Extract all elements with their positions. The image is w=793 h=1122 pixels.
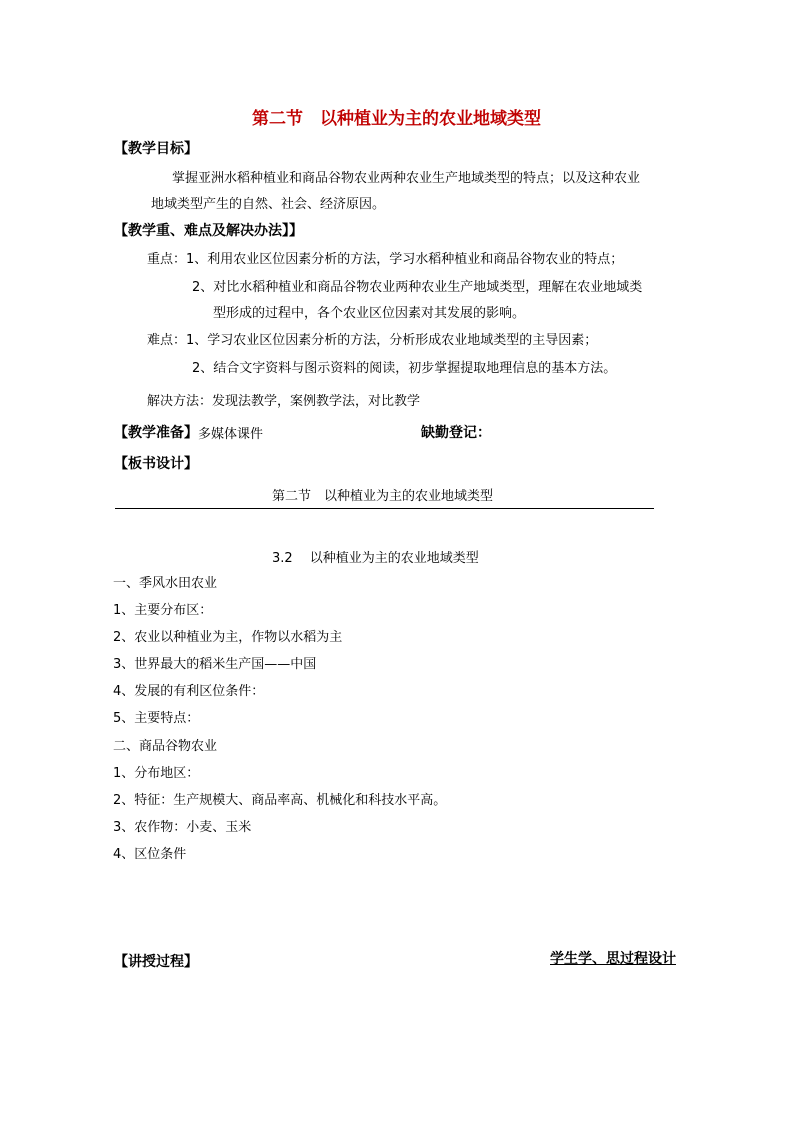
- outline-item: 1、主要分布区：: [113, 603, 213, 618]
- difficulty-2: 2、结合文字资料与图示资料的阅读，初步掌握提取地理信息的基本方法。: [192, 361, 617, 376]
- page-title: 第二节 以种植业为主的农业地域类型: [252, 109, 541, 129]
- key-point-2-line-1: 2、对比水稻种植业和商品谷物农业两种农业生产地域类型，理解在农业地域类: [192, 280, 643, 295]
- outline-item: 5、主要特点：: [113, 711, 200, 726]
- key-points-heading: 【教学重、难点及解决办法】】: [114, 223, 303, 239]
- difficulty-1: 难点：1、学习农业区位因素分析的方法，分析形成农业地域类型的主导因素；: [147, 333, 598, 348]
- methods-text: 解决方法：发现法教学，案例教学法，对比教学: [147, 394, 421, 409]
- objectives-line-2: 地域类型产生的自然、社会、经济原因。: [151, 197, 386, 212]
- outline-item: 4、区位条件: [113, 847, 187, 862]
- key-point-1: 重点：1、利用农业区位因素分析的方法，学习水稻种植业和商品谷物农业的特点；: [147, 252, 624, 267]
- outline-item: 一、季风水田农业: [113, 576, 218, 591]
- preparation-value: 多媒体课件: [198, 427, 264, 442]
- outline-item: 二、商品谷物农业: [113, 739, 218, 754]
- outline-section-title: 3.2 以种植业为主的农业地域类型: [272, 551, 479, 566]
- outline-item: 2、特征：生产规模大、商品率高、机械化和科技水平高。: [113, 793, 447, 808]
- outline-item: 1、分布地区：: [113, 766, 200, 781]
- outline-item: 3、农作物：小麦、玉米: [113, 820, 252, 835]
- preparation-heading: 【教学准备】: [114, 425, 198, 441]
- objectives-line-1: 掌握亚洲水稻种植业和商品谷物农业两种农业生产地域类型的特点；以及这种农业: [172, 171, 641, 186]
- outline-item: 4、发展的有利区位条件：: [113, 684, 265, 699]
- board-design-heading: 【板书设计】: [114, 456, 198, 472]
- process-heading: 【讲授过程】: [114, 954, 198, 970]
- board-subtitle: 第二节 以种植业为主的农业地域类型: [272, 489, 494, 504]
- process-right-label: 学生学、思过程设计: [550, 951, 676, 967]
- outline-item: 2、农业以种植业为主，作物以水稻为主: [113, 630, 343, 645]
- outline-item: 3、世界最大的稻米生产国——中国: [113, 657, 317, 672]
- attendance-label: 缺勤登记：: [421, 425, 491, 441]
- divider-line: [115, 508, 654, 509]
- key-point-2-line-2: 型形成的过程中，各个农业区位因素对其发展的影响。: [213, 306, 526, 321]
- objectives-heading: 【教学目标】: [114, 141, 198, 157]
